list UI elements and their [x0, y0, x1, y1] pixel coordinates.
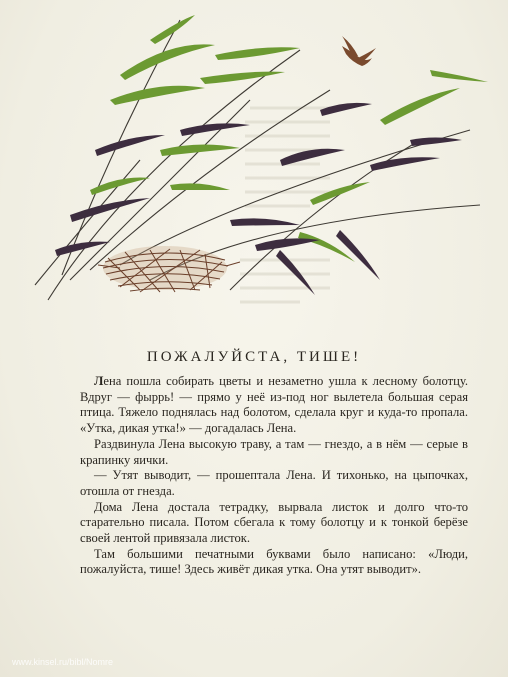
- paragraph-3: — Утят выводит, — прошептала Лена. И тихонько, на цыпочках, отошла от гнезда.: [80, 468, 468, 498]
- paragraph-2: Раздвинула Лена высокую траву, а там — гнездо, а в нём — серые в крапинку яички.: [80, 436, 468, 467]
- nest: [98, 246, 240, 292]
- paragraph-5: Там большими печатными буквами было написано: «Люди, пожалуйста, тише! Здесь живёт дикая утка. Она утят выводит».: [80, 546, 468, 577]
- watermark: www.kinsel.ru/bibl/Nomre: [12, 657, 114, 667]
- initial-letter: Л: [94, 374, 104, 388]
- paragraph-1: [80, 374, 468, 437]
- flying-duck: [342, 36, 376, 66]
- reeds-and-nest-illustration: [0, 0, 508, 320]
- paragraph-1-text: ена пошла собирать цветы и незаметно ушла к лесному болотцу. Вдруг — фыррь! — прямо у неё из-под ног вылетела большая серая птица. Тяжело поднялась над болотом, сделала круг и куда-то пропала. «Утка, дикая утка!» — догадалась Лена.: [80, 374, 468, 436]
- story-text: [80, 374, 468, 578]
- story-title: ПОЖАЛУЙСТА, ТИШЕ!: [146, 349, 362, 366]
- paragraph-4: Дома Лена достала тетрадку, вырвала листок и долго что-то старательно писала. Потом сбегала к тому болотцу и к тонкой берёзе своей лентой привязала листок.: [80, 499, 468, 546]
- bleed-through-lines: [240, 108, 330, 302]
